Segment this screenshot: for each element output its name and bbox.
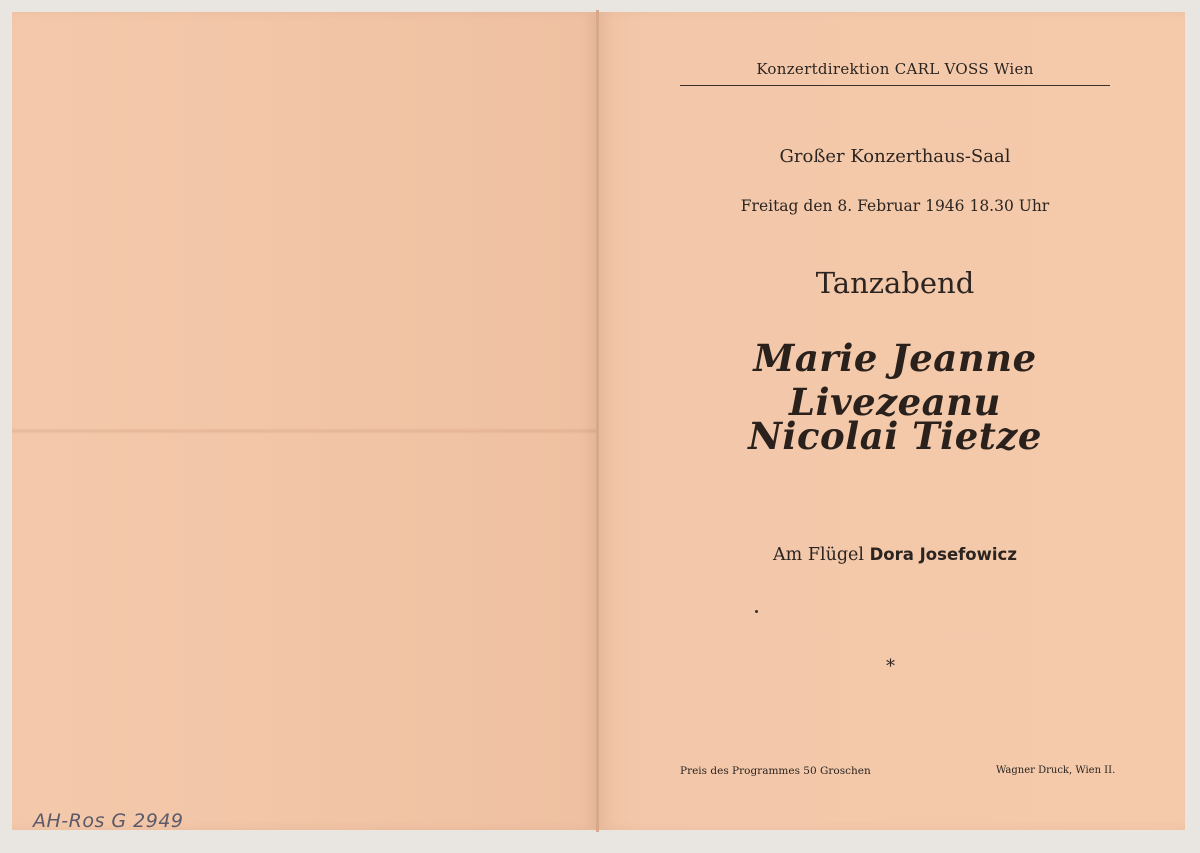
performer-2: Nicolai Tietze xyxy=(748,414,1042,458)
left-page xyxy=(12,12,596,830)
header-rule xyxy=(680,85,1110,86)
agency-line: Konzertdirektion CARL VOSS Wien xyxy=(756,60,1034,78)
event-title: Tanzabend xyxy=(815,266,975,300)
ink-dot xyxy=(755,610,758,613)
accompanist-prefix: Am Flügel xyxy=(773,545,865,565)
event-date: Freitag den 8. Februar 1946 18.30 Uhr xyxy=(740,197,1050,215)
horizontal-crease xyxy=(12,428,596,434)
price-note: Preis des Programmes 50 Groschen xyxy=(680,765,871,777)
accompanist-name: Dora Josefowicz xyxy=(869,545,1017,564)
printer-note: Wagner Druck, Wien II. xyxy=(996,765,1116,776)
accompanist-line xyxy=(680,545,1110,565)
ornament-star: * xyxy=(886,656,895,677)
venue: Großer Konzerthaus-Saal xyxy=(779,146,1011,167)
performer-1: Marie Jeanne Livezeanu xyxy=(753,336,1037,424)
archive-shelfmark: AH-Ros G 2949 xyxy=(33,810,184,832)
